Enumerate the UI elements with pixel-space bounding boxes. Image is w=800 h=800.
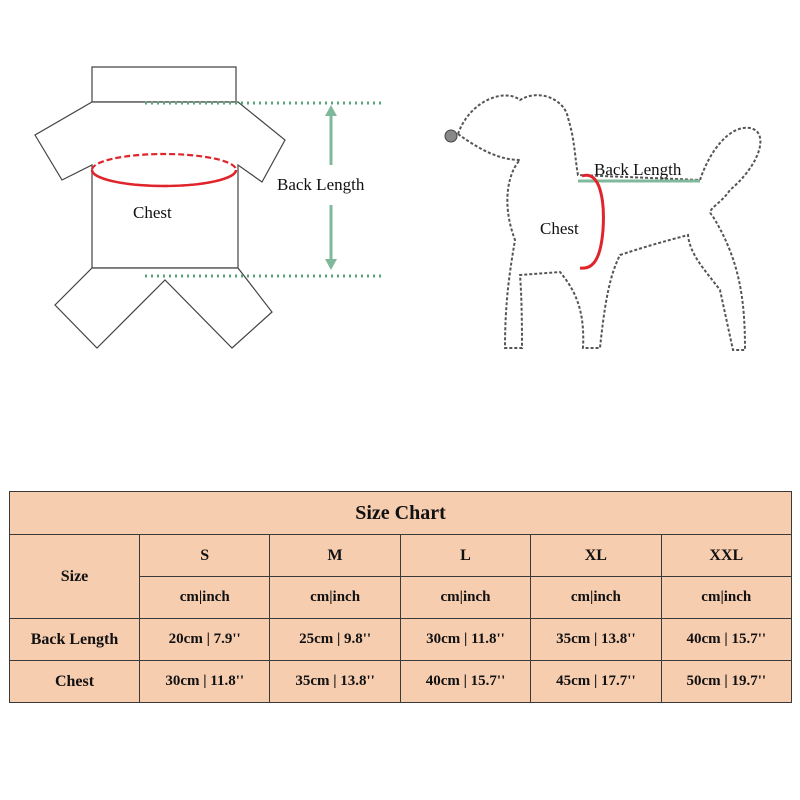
table-cell: 40cm | 15.7'' xyxy=(400,661,530,703)
row-label-back-length: Back Length xyxy=(10,619,140,661)
dog-back-length-label: Back Length xyxy=(594,160,682,179)
garment-diagram xyxy=(35,67,382,348)
table-cell: 35cm | 13.8'' xyxy=(531,619,661,661)
dog-nose xyxy=(445,130,457,142)
size-chart-table xyxy=(9,491,792,703)
dog-chest-marker xyxy=(580,175,603,268)
table-cell: 30cm | 11.8'' xyxy=(140,661,270,703)
size-header: Size xyxy=(10,535,140,619)
table-cell: 40cm | 15.7'' xyxy=(661,619,791,661)
table-cell: 25cm | 9.8'' xyxy=(270,619,400,661)
table-cell: 30cm | 11.8'' xyxy=(400,619,530,661)
size-col-l: L xyxy=(400,535,530,577)
size-col-m: M xyxy=(270,535,400,577)
unit-label: cm|inch xyxy=(400,577,530,619)
dog-chest-label: Chest xyxy=(540,219,579,238)
dog-outline xyxy=(458,95,760,350)
size-chart xyxy=(9,491,792,701)
size-col-xxl: XXL xyxy=(661,535,791,577)
garment-legs xyxy=(55,268,272,348)
unit-label: cm|inch xyxy=(531,577,661,619)
garment-chest-label: Chest xyxy=(133,203,172,222)
dog-diagram xyxy=(445,95,760,350)
table-cell: 20cm | 7.9'' xyxy=(140,619,270,661)
table-cell: 35cm | 13.8'' xyxy=(270,661,400,703)
garment-back-length-label: Back Length xyxy=(277,175,365,194)
size-col-xl: XL xyxy=(531,535,661,577)
table-cell: 50cm | 19.7'' xyxy=(661,661,791,703)
row-label-chest: Chest xyxy=(10,661,140,703)
unit-label: cm|inch xyxy=(270,577,400,619)
size-col-s: S xyxy=(140,535,270,577)
size-chart-title: Size Chart xyxy=(10,492,792,535)
table-cell: 45cm | 17.7'' xyxy=(531,661,661,703)
garment-collar xyxy=(92,67,236,102)
unit-label: cm|inch xyxy=(140,577,270,619)
table-row xyxy=(10,619,792,661)
unit-label: cm|inch xyxy=(661,577,791,619)
table-row xyxy=(10,661,792,703)
